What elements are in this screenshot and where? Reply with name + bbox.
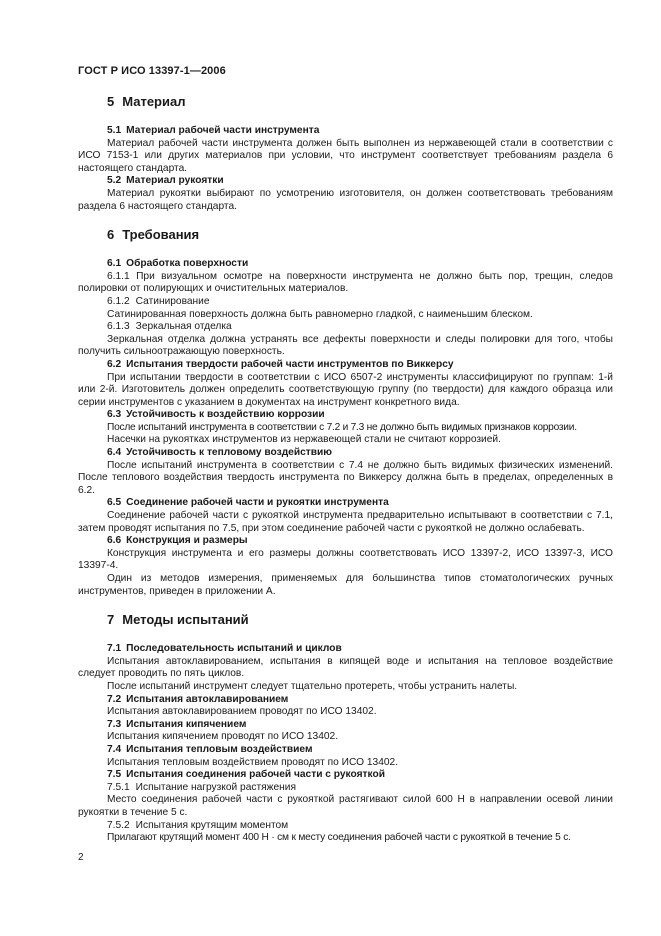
standard-header: ГОСТ Р ИСО 13397-1—2006: [78, 65, 226, 77]
section-number: 6: [107, 227, 115, 243]
clause-title: Испытания крутящим моментом: [135, 819, 289, 831]
subsection-5-2-heading: [107, 175, 613, 188]
clause-number: 7.5.1: [107, 781, 130, 793]
section-7-heading: [107, 612, 613, 627]
subsection-number: 7.1: [107, 643, 122, 655]
clause-6-1-2-heading: [107, 296, 613, 309]
subsection-number: 6.5: [107, 497, 122, 509]
paragraph: Соединение рабочей части с рукояткой инструмента предварительно испытывают в соответствии с 7.1, затем проводят испытания по 7.5, при этом соединение рабочей части с рукояткой не должно ослабевать.: [78, 510, 613, 534]
clause-7-5-2-heading: [107, 820, 613, 833]
document-body: [78, 94, 613, 845]
subsection-5-1-heading: [107, 125, 613, 138]
paragraph: Материал рукоятки выбирают по усмотрению изготовителя, он должен соответствовать требованиям раздела 6 настоящего стандарта.: [78, 187, 613, 212]
clause-number: 6.1.3: [107, 321, 130, 333]
subsection-title: Материал рукоятки: [126, 175, 224, 187]
page-number: 2: [78, 852, 84, 863]
subsection-number: 7.3: [107, 718, 122, 730]
subsection-title: Испытания соединения рабочей части с рукояткой: [126, 769, 385, 781]
clause-number: 6.1.2: [107, 295, 130, 307]
subsection-6-4-heading: [107, 447, 613, 460]
subsection-7-3-heading: [107, 719, 613, 732]
clause-title: Испытание нагрузкой растяжения: [135, 781, 296, 793]
subsection-title: Испытания автоклавированием: [126, 693, 289, 705]
subsection-number: 6.6: [107, 535, 122, 547]
subsection-title: Устойчивость к тепловому воздействию: [126, 447, 332, 459]
paragraph: Место соединения рабочей части с рукояткой растягивают силой 600 Н в направлении осевой линии рукоятки в течение 5 с.: [78, 794, 613, 818]
subsection-number: 5.2: [107, 175, 122, 187]
paragraph: Испытания кипячением проводят по ИСО 13402.: [107, 731, 339, 743]
subsection-title: Испытания твердости рабочей части инструментов по Виккерсу: [126, 358, 454, 370]
subsection-number: 7.4: [107, 743, 122, 755]
paragraph: Один из методов измерения, применяемых для большинства типов стоматологических ручных инструментов, приведен в приложении А.: [78, 573, 613, 597]
subsection-number: 7.5: [107, 769, 122, 781]
paragraph: После испытаний инструмента в соответствии с 7.4 не должно быть видимых физических изменений. После теплового воздействия твердость инструмента по Виккерсу должна быть в пределах, определенных в 6.2.: [78, 459, 613, 496]
subsection-number: 6.4: [107, 447, 122, 459]
subsection-number: 6.2: [107, 358, 122, 370]
subsection-number: 7.2: [107, 693, 122, 705]
subsection-6-3-heading: [107, 409, 613, 422]
section-title: Материал: [122, 94, 186, 109]
subsection-number: 6.3: [107, 409, 122, 421]
paragraph: Материал рабочей части инструмента должен быть выполнен из нержавеющей стали в соответствии с ИСО 7153-1 или других материалов при условии, что инструмент соответствует требованиям раздела 6 настоящего стандарта.: [78, 137, 613, 174]
paragraph: После испытаний инструмента в соответствии с 7.2 и 7.3 не должно быть видимых признаков коррозии.: [107, 421, 577, 433]
subsection-title: Материал рабочей части инструмента: [126, 125, 320, 136]
paragraph: Конструкция инструмента и его размеры должны соответствовать ИСО 13397-2, ИСО 13397-3, ИСО 13397-4.: [78, 547, 613, 572]
subsection-title: Испытания тепловым воздействием: [126, 743, 313, 755]
subsection-6-1-heading: [107, 258, 613, 271]
clause-6-1-3-heading: [107, 321, 613, 334]
section-number: 5: [107, 94, 115, 109]
subsection-7-2-heading: [107, 694, 613, 707]
subsection-title: Конструкция и размеры: [126, 535, 248, 547]
clause-number: 7.5.2: [107, 819, 130, 831]
subsection-6-2-heading: [107, 359, 613, 372]
subsection-7-4-heading: [107, 744, 613, 757]
subsection-number: 6.1: [107, 258, 122, 270]
paragraph: Испытания автоклавированием проводят по ИСО 13402.: [107, 706, 377, 718]
paragraph: Испытания автоклавированием, испытания в кипящей воде и испытания на тепловое воздействие следует проводить по пять циклов.: [78, 655, 613, 680]
section-title: Методы испытаний: [122, 612, 249, 628]
section-6-heading: [107, 227, 613, 242]
paragraph: Испытания тепловым воздействием проводят по ИСО 13402.: [107, 756, 399, 768]
clause-title: Зеркальная отделка: [135, 321, 232, 333]
subsection-title: Обработка поверхности: [126, 258, 249, 270]
subsection-title: Испытания кипячением: [126, 718, 247, 730]
paragraph: Сатинированная поверхность должна быть равномерно гладкой, с наименьшим блеском.: [107, 308, 533, 320]
subsection-7-1-heading: [107, 643, 613, 656]
paragraph: Зеркальная отделка должна устранять все дефекты поверхности и следы полировки для того, чтобы получить сильноотражающую поверхность.: [78, 333, 613, 358]
clause-7-5-1-heading: [107, 782, 613, 795]
section-number: 7: [107, 612, 115, 628]
subsection-number: 5.1: [107, 125, 122, 136]
paragraph: 6.1.1 При визуальном осмотре на поверхности инструмента не должно быть пор, трещин, следов полировки от полирующих и очистительных материалов.: [78, 270, 613, 295]
subsection-title: Последовательность испытаний и циклов: [126, 643, 342, 655]
paragraph: Прилагают крутящий момент 400 Н · см к месту соединения рабочей части с рукояткой в течение 5 с.: [107, 832, 571, 844]
paragraph: Насечки на рукоятках инструментов из нержавеющей стали не считают коррозией.: [107, 434, 501, 446]
clause-title: Сатинирование: [135, 295, 210, 307]
subsection-title: Устойчивость к воздействию коррозии: [126, 409, 325, 421]
subsection-title: Соединение рабочей части и рукоятки инструмента: [126, 497, 389, 509]
section-title: Требования: [122, 227, 200, 243]
subsection-6-5-heading: [107, 497, 613, 510]
subsection-6-6-heading: [107, 535, 613, 548]
paragraph: После испытаний инструмент следует тщательно протереть, чтобы устранить налеты.: [107, 680, 518, 692]
section-5-heading: [107, 94, 613, 109]
subsection-7-5-heading: [107, 769, 613, 782]
paragraph: При испытании твердости в соответствии с ИСО 6507-2 инструменты классифицируют по группам: 1-й или 2-й. Изготовитель должен определить соответствующую группу (по твердости) для каждого образца или серии инструментов с указанием в документах на инструмент конкретного вида.: [78, 371, 613, 408]
